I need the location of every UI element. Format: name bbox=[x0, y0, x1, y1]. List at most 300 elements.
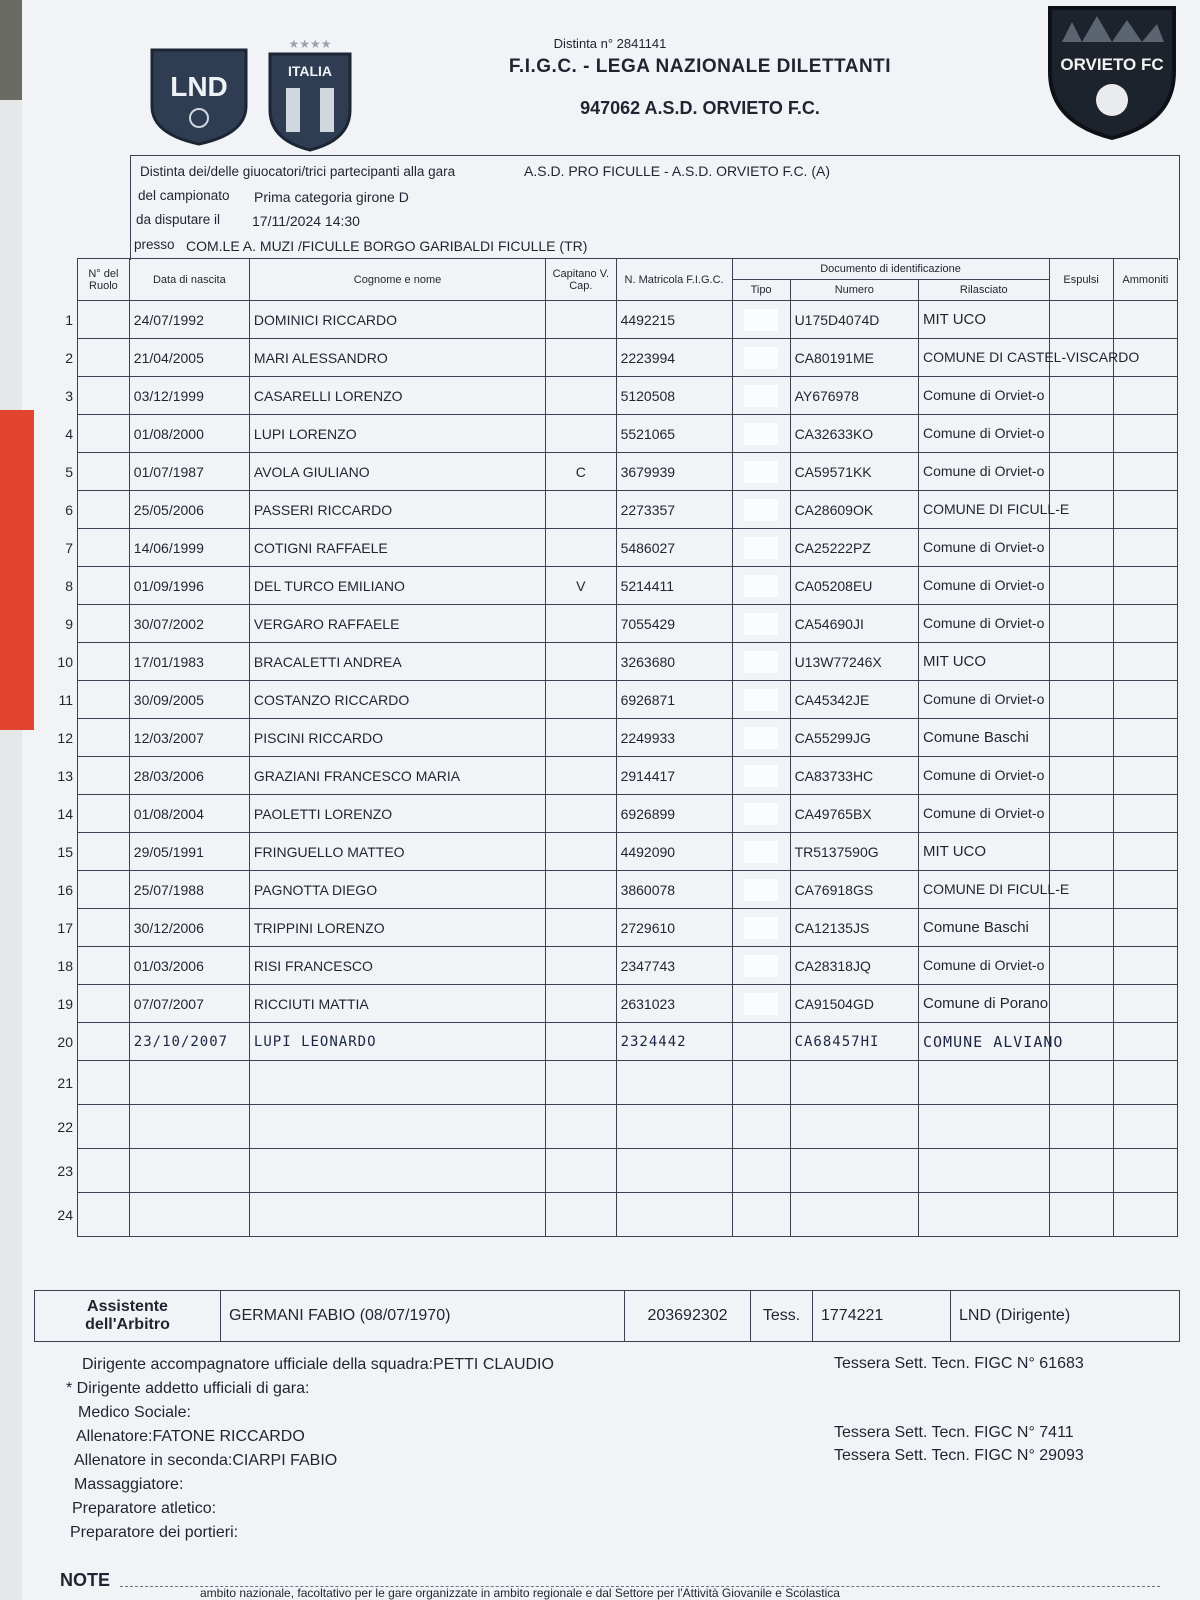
birth-date bbox=[129, 1105, 249, 1149]
redacted-box bbox=[744, 765, 778, 787]
doc-issuer bbox=[918, 1149, 1049, 1193]
player-name: PAOLETTI LORENZO bbox=[249, 795, 545, 833]
player-row bbox=[34, 453, 1178, 491]
doc-type bbox=[732, 1061, 790, 1105]
espulsi-cell bbox=[1049, 1061, 1113, 1105]
player-name: MARI ALESSANDRO bbox=[249, 339, 545, 377]
figc-matricola: 2914417 bbox=[616, 757, 732, 795]
doc-number: CA12135JS bbox=[790, 909, 918, 947]
row-number: 21 bbox=[34, 1061, 78, 1105]
birth-date: 01/08/2004 bbox=[129, 795, 249, 833]
ammoniti-cell bbox=[1113, 605, 1177, 643]
captain-mark bbox=[546, 985, 616, 1023]
doc-number: CA59571KK bbox=[790, 453, 918, 491]
ammoniti-cell bbox=[1113, 1061, 1177, 1105]
doc-issuer: COMUNE ALVIANO bbox=[918, 1023, 1049, 1061]
player-name: GRAZIANI FRANCESCO MARIA bbox=[249, 757, 545, 795]
player-name: LUPI LORENZO bbox=[249, 415, 545, 453]
ruolo-cell bbox=[78, 1149, 130, 1193]
row-number: 20 bbox=[34, 1023, 78, 1061]
ammoniti-cell bbox=[1113, 1193, 1177, 1237]
captain-mark bbox=[546, 909, 616, 947]
redacted-box bbox=[744, 917, 778, 939]
player-row bbox=[34, 795, 1178, 833]
figc-matricola bbox=[616, 1149, 732, 1193]
doc-type bbox=[732, 719, 790, 757]
ruolo-cell bbox=[78, 605, 130, 643]
doc-issuer: Comune di Orviet-o bbox=[918, 453, 1049, 491]
redacted-box bbox=[744, 461, 778, 483]
player-row bbox=[34, 833, 1178, 871]
col-espulsi: Espulsi bbox=[1049, 259, 1113, 301]
player-row bbox=[34, 1023, 1178, 1061]
ammoniti-cell bbox=[1113, 757, 1177, 795]
doc-issuer: COMUNE DI CASTEL-VISCARDO bbox=[918, 339, 1049, 377]
player-name: BRACALETTI ANDREA bbox=[249, 643, 545, 681]
ruolo-cell bbox=[78, 1193, 130, 1237]
row-number: 15 bbox=[34, 833, 78, 871]
doc-issuer: Comune di Orviet-o bbox=[918, 567, 1049, 605]
row-number: 14 bbox=[34, 795, 78, 833]
player-row bbox=[34, 567, 1178, 605]
ruolo-cell bbox=[78, 415, 130, 453]
espulsi-cell bbox=[1049, 1193, 1113, 1237]
background-red-object bbox=[0, 410, 34, 730]
captain-mark bbox=[546, 1149, 616, 1193]
player-name bbox=[249, 1149, 545, 1193]
match-line4-label: presso bbox=[134, 237, 175, 252]
player-row bbox=[34, 757, 1178, 795]
header-spacer bbox=[34, 259, 78, 301]
espulsi-cell bbox=[1049, 605, 1113, 643]
captain-mark: V bbox=[546, 567, 616, 605]
massaggiatore: Massaggiatore: bbox=[74, 1476, 184, 1493]
captain-mark bbox=[546, 529, 616, 567]
preparatore-portieri: Preparatore dei portieri: bbox=[70, 1524, 239, 1541]
doc-issuer: Comune di Orviet-o bbox=[918, 795, 1049, 833]
assistant-label: Assistente dell'Arbitro bbox=[35, 1291, 221, 1341]
match-line1-label: Distinta dei/delle giuocatori/trici partecipanti alla gara bbox=[140, 164, 456, 179]
doc-type bbox=[732, 301, 790, 339]
ruolo-cell bbox=[78, 529, 130, 567]
col-matricola: N. Matricola F.I.G.C. bbox=[616, 259, 732, 301]
birth-date: 21/04/2005 bbox=[129, 339, 249, 377]
birth-date: 01/07/1987 bbox=[129, 453, 249, 491]
figc-matricola: 7055429 bbox=[616, 605, 732, 643]
ammoniti-cell bbox=[1113, 567, 1177, 605]
figc-matricola: 2273357 bbox=[616, 491, 732, 529]
player-row bbox=[34, 909, 1178, 947]
match-line2-label: del campionato bbox=[138, 188, 230, 203]
doc-number bbox=[790, 1105, 918, 1149]
espulsi-cell bbox=[1049, 985, 1113, 1023]
captain-mark bbox=[546, 1023, 616, 1061]
doc-type bbox=[732, 1023, 790, 1061]
doc-type bbox=[732, 377, 790, 415]
redacted-box bbox=[744, 423, 778, 445]
captain-mark bbox=[546, 415, 616, 453]
doc-number: U175D4074D bbox=[790, 301, 918, 339]
player-row bbox=[34, 947, 1178, 985]
doc-issuer: Comune Baschi bbox=[918, 719, 1049, 757]
player-name: FRINGUELLO MATTEO bbox=[249, 833, 545, 871]
player-row bbox=[34, 1193, 1178, 1237]
row-number: 24 bbox=[34, 1193, 78, 1237]
row-number: 2 bbox=[34, 339, 78, 377]
player-name: COTIGNI RAFFAELE bbox=[249, 529, 545, 567]
ruolo-cell bbox=[78, 301, 130, 339]
ammoniti-cell bbox=[1113, 453, 1177, 491]
doc-issuer bbox=[918, 1193, 1049, 1237]
svg-text:ITALIA: ITALIA bbox=[287, 63, 333, 79]
captain-mark bbox=[546, 1061, 616, 1105]
col-rilasciato: Rilasciato bbox=[918, 280, 1049, 301]
ruolo-cell bbox=[78, 681, 130, 719]
doc-type bbox=[732, 339, 790, 377]
figc-matricola: 4492090 bbox=[616, 833, 732, 871]
redacted-box bbox=[744, 651, 778, 673]
doc-number: CA49765BX bbox=[790, 795, 918, 833]
captain-mark bbox=[546, 833, 616, 871]
allenatore-tessera: Tessera Sett. Tecn. FIGC N° 7411 bbox=[834, 1424, 1074, 1441]
player-row bbox=[34, 985, 1178, 1023]
captain-mark bbox=[546, 1105, 616, 1149]
row-number: 4 bbox=[34, 415, 78, 453]
figc-matricola: 2223994 bbox=[616, 339, 732, 377]
doc-number: CA55299JG bbox=[790, 719, 918, 757]
doc-type bbox=[732, 909, 790, 947]
espulsi-cell bbox=[1049, 453, 1113, 491]
doc-type bbox=[732, 947, 790, 985]
redacted-box bbox=[744, 689, 778, 711]
doc-type bbox=[732, 1149, 790, 1193]
espulsi-cell bbox=[1049, 567, 1113, 605]
assistant-matricola: 203692302 bbox=[625, 1291, 751, 1341]
doc-number: TR5137590G bbox=[790, 833, 918, 871]
col-nome: Cognome e nome bbox=[249, 259, 545, 301]
figc-matricola: 5214411 bbox=[616, 567, 732, 605]
captain-mark bbox=[546, 1193, 616, 1237]
ruolo-cell bbox=[78, 833, 130, 871]
captain-mark bbox=[546, 377, 616, 415]
doc-number: CA80191ME bbox=[790, 339, 918, 377]
italia-logo bbox=[266, 36, 354, 152]
doc-number bbox=[790, 1193, 918, 1237]
ammoniti-cell bbox=[1113, 833, 1177, 871]
match-datetime: 17/11/2024 14:30 bbox=[252, 213, 360, 229]
doc-type bbox=[732, 643, 790, 681]
row-number: 10 bbox=[34, 643, 78, 681]
espulsi-cell bbox=[1049, 947, 1113, 985]
doc-type bbox=[732, 1105, 790, 1149]
svg-text:LND: LND bbox=[170, 71, 228, 102]
player-name: AVOLA GIULIANO bbox=[249, 453, 545, 491]
doc-issuer: Comune Baschi bbox=[918, 909, 1049, 947]
player-name: PAGNOTTA DIEGO bbox=[249, 871, 545, 909]
ammoniti-cell bbox=[1113, 947, 1177, 985]
doc-issuer: Comune di Orviet-o bbox=[918, 947, 1049, 985]
player-name: RICCIUTI MATTIA bbox=[249, 985, 545, 1023]
col-numero: Numero bbox=[790, 280, 918, 301]
assistant-name: GERMANI FABIO (08/07/1970) bbox=[221, 1291, 625, 1341]
ruolo-cell bbox=[78, 757, 130, 795]
birth-date: 25/07/1988 bbox=[129, 871, 249, 909]
captain-mark bbox=[546, 339, 616, 377]
figc-matricola: 3263680 bbox=[616, 643, 732, 681]
row-number: 7 bbox=[34, 529, 78, 567]
player-name: PISCINI RICCARDO bbox=[249, 719, 545, 757]
birth-date: 01/08/2000 bbox=[129, 415, 249, 453]
doc-type bbox=[732, 567, 790, 605]
espulsi-cell bbox=[1049, 529, 1113, 567]
assistant-tess-label: Tess. bbox=[751, 1291, 813, 1341]
players-table bbox=[34, 258, 1178, 1237]
captain-mark bbox=[546, 795, 616, 833]
ammoniti-cell bbox=[1113, 871, 1177, 909]
doc-type bbox=[732, 757, 790, 795]
player-name: COSTANZO RICCARDO bbox=[249, 681, 545, 719]
birth-date: 30/12/2006 bbox=[129, 909, 249, 947]
doc-number: CA54690JI bbox=[790, 605, 918, 643]
note-label: NOTE bbox=[60, 1570, 111, 1590]
player-name: PASSERI RICCARDO bbox=[249, 491, 545, 529]
captain-mark bbox=[546, 681, 616, 719]
birth-date: 14/06/1999 bbox=[129, 529, 249, 567]
ruolo-cell bbox=[78, 1061, 130, 1105]
birth-date bbox=[129, 1193, 249, 1237]
row-number: 13 bbox=[34, 757, 78, 795]
row-number: 16 bbox=[34, 871, 78, 909]
figc-matricola: 5521065 bbox=[616, 415, 732, 453]
ruolo-cell bbox=[78, 567, 130, 605]
figc-matricola: 2249933 bbox=[616, 719, 732, 757]
espulsi-cell bbox=[1049, 415, 1113, 453]
redacted-box bbox=[744, 993, 778, 1015]
espulsi-cell bbox=[1049, 909, 1113, 947]
redacted-box bbox=[744, 879, 778, 901]
birth-date: 25/05/2006 bbox=[129, 491, 249, 529]
doc-number: CA28609OK bbox=[790, 491, 918, 529]
figc-matricola: 6926871 bbox=[616, 681, 732, 719]
doc-type bbox=[732, 1193, 790, 1237]
doc-type bbox=[732, 529, 790, 567]
player-name: DOMINICI RICCARDO bbox=[249, 301, 545, 339]
player-row bbox=[34, 301, 1178, 339]
player-row bbox=[34, 1105, 1178, 1149]
doc-number: CA76918GS bbox=[790, 871, 918, 909]
doc-issuer: Comune di Orviet-o bbox=[918, 605, 1049, 643]
figc-matricola bbox=[616, 1105, 732, 1149]
player-row bbox=[34, 415, 1178, 453]
player-name: RISI FRANCESCO bbox=[249, 947, 545, 985]
ruolo-cell bbox=[78, 491, 130, 529]
espulsi-cell bbox=[1049, 1105, 1113, 1149]
doc-issuer: MIT UCO bbox=[918, 301, 1049, 339]
player-name bbox=[249, 1193, 545, 1237]
player-name: LUPI LEONARDO bbox=[249, 1023, 545, 1061]
ammoniti-cell bbox=[1113, 719, 1177, 757]
ruolo-cell bbox=[78, 1023, 130, 1061]
birth-date: 24/07/1992 bbox=[129, 301, 249, 339]
doc-issuer: Comune di Porano bbox=[918, 985, 1049, 1023]
redacted-box bbox=[744, 499, 778, 521]
col-ammoniti: Ammoniti bbox=[1113, 259, 1177, 301]
ammoniti-cell bbox=[1113, 377, 1177, 415]
ruolo-cell bbox=[78, 453, 130, 491]
redacted-box bbox=[744, 727, 778, 749]
col-documento: Documento di identificazione bbox=[732, 259, 1049, 280]
birth-date: 29/05/1991 bbox=[129, 833, 249, 871]
doc-type bbox=[732, 453, 790, 491]
ruolo-cell bbox=[78, 339, 130, 377]
ruolo-cell bbox=[78, 909, 130, 947]
birth-date: 23/10/2007 bbox=[129, 1023, 249, 1061]
captain-mark bbox=[546, 947, 616, 985]
doc-issuer: Comune di Orviet-o bbox=[918, 757, 1049, 795]
doc-issuer: Comune di Orviet-o bbox=[918, 415, 1049, 453]
redacted-box bbox=[744, 803, 778, 825]
ammoniti-cell bbox=[1113, 529, 1177, 567]
player-row bbox=[34, 1061, 1178, 1105]
row-number: 19 bbox=[34, 985, 78, 1023]
ruolo-cell bbox=[78, 377, 130, 415]
espulsi-cell bbox=[1049, 377, 1113, 415]
ruolo-cell bbox=[78, 985, 130, 1023]
figc-matricola: 2631023 bbox=[616, 985, 732, 1023]
dirigente-addetto: * Dirigente addetto ufficiali di gara: bbox=[66, 1380, 310, 1397]
row-number: 23 bbox=[34, 1149, 78, 1193]
doc-type bbox=[732, 491, 790, 529]
redacted-box bbox=[744, 309, 778, 331]
captain-mark: C bbox=[546, 453, 616, 491]
row-number: 22 bbox=[34, 1105, 78, 1149]
birth-date bbox=[129, 1149, 249, 1193]
birth-date: 17/01/1983 bbox=[129, 643, 249, 681]
ruolo-cell bbox=[78, 947, 130, 985]
doc-issuer: Comune di Orviet-o bbox=[918, 529, 1049, 567]
player-name bbox=[249, 1061, 545, 1105]
doc-type bbox=[732, 415, 790, 453]
championship: Prima categoria girone D bbox=[254, 189, 409, 205]
espulsi-cell bbox=[1049, 719, 1113, 757]
assistant-role: LND (Dirigente) bbox=[959, 1307, 1071, 1324]
figc-matricola bbox=[616, 1061, 732, 1105]
doc-number: CA68457HI bbox=[790, 1023, 918, 1061]
ammoniti-cell bbox=[1113, 795, 1177, 833]
medico-sociale: Medico Sociale: bbox=[78, 1404, 191, 1421]
svg-text:★★★★: ★★★★ bbox=[288, 37, 332, 51]
ammoniti-cell bbox=[1113, 1149, 1177, 1193]
ruolo-cell bbox=[78, 643, 130, 681]
orvieto-logo bbox=[1042, 2, 1182, 142]
redacted-box bbox=[744, 537, 778, 559]
captain-mark bbox=[546, 871, 616, 909]
doc-type bbox=[732, 681, 790, 719]
figc-matricola: 4492215 bbox=[616, 301, 732, 339]
espulsi-cell bbox=[1049, 833, 1113, 871]
birth-date: 28/03/2006 bbox=[129, 757, 249, 795]
doc-number: AY676978 bbox=[790, 377, 918, 415]
redacted-box bbox=[744, 841, 778, 863]
captain-mark bbox=[546, 491, 616, 529]
captain-mark bbox=[546, 301, 616, 339]
ruolo-cell bbox=[78, 719, 130, 757]
figc-matricola: 5120508 bbox=[616, 377, 732, 415]
doc-number: U13W77246X bbox=[790, 643, 918, 681]
redacted-box bbox=[744, 347, 778, 369]
ammoniti-cell bbox=[1113, 491, 1177, 529]
doc-number: CA28318JQ bbox=[790, 947, 918, 985]
federation-title: F.I.G.C. - LEGA NAZIONALE DILETTANTI bbox=[508, 56, 892, 77]
ruolo-cell bbox=[78, 1105, 130, 1149]
footer-text: ambito nazionale, facoltativo per le gare organizzate in ambito regionale e dal Settore per l'Attività Giovanile e Scolastica bbox=[200, 1586, 840, 1600]
row-number: 3 bbox=[34, 377, 78, 415]
birth-date: 03/12/1999 bbox=[129, 377, 249, 415]
ammoniti-cell bbox=[1113, 1105, 1177, 1149]
espulsi-cell bbox=[1049, 643, 1113, 681]
figc-matricola bbox=[616, 1193, 732, 1237]
player-name: CASARELLI LORENZO bbox=[249, 377, 545, 415]
doc-type bbox=[732, 795, 790, 833]
espulsi-cell bbox=[1049, 681, 1113, 719]
figc-matricola: 6926899 bbox=[616, 795, 732, 833]
row-number: 17 bbox=[34, 909, 78, 947]
seconda-tessera: Tessera Sett. Tecn. FIGC N° 29093 bbox=[834, 1447, 1084, 1464]
match-venue: COM.LE A. MUZI /FICULLE BORGO GARIBALDI FICULLE (TR) bbox=[186, 238, 588, 254]
espulsi-cell bbox=[1049, 1149, 1113, 1193]
player-row bbox=[34, 719, 1178, 757]
doc-issuer: MIT UCO bbox=[918, 643, 1049, 681]
player-row bbox=[34, 491, 1178, 529]
ammoniti-cell bbox=[1113, 301, 1177, 339]
allenatore-seconda: Allenatore in seconda:CIARPI FABIO bbox=[74, 1452, 338, 1469]
espulsi-cell bbox=[1049, 757, 1113, 795]
doc-issuer bbox=[918, 1061, 1049, 1105]
doc-type bbox=[732, 605, 790, 643]
col-nascita: Data di nascita bbox=[129, 259, 249, 301]
match-line3-label: da disputare il bbox=[136, 212, 221, 227]
figc-matricola: 2324442 bbox=[616, 1023, 732, 1061]
col-ruolo: N° del Ruolo bbox=[78, 259, 130, 301]
dirigente-tessera: Tessera Sett. Tecn. FIGC N° 61683 bbox=[834, 1355, 1084, 1372]
ammoniti-cell bbox=[1113, 643, 1177, 681]
redacted-box bbox=[744, 955, 778, 977]
allenatore: Allenatore:FATONE RICCARDO bbox=[76, 1428, 305, 1445]
distinta-number: Distinta n° 2841141 bbox=[553, 36, 667, 51]
player-name: DEL TURCO EMILIANO bbox=[249, 567, 545, 605]
player-name bbox=[249, 1105, 545, 1149]
doc-number bbox=[790, 1061, 918, 1105]
player-name: VERGARO RAFFAELE bbox=[249, 605, 545, 643]
doc-number: CA45342JE bbox=[790, 681, 918, 719]
assistant-referee-row bbox=[34, 1290, 1180, 1342]
player-row bbox=[34, 605, 1178, 643]
figc-matricola: 3679939 bbox=[616, 453, 732, 491]
redacted-box bbox=[744, 613, 778, 635]
player-row bbox=[34, 529, 1178, 567]
player-row bbox=[34, 643, 1178, 681]
doc-issuer: Comune di Orviet-o bbox=[918, 681, 1049, 719]
row-number: 6 bbox=[34, 491, 78, 529]
player-row bbox=[34, 871, 1178, 909]
player-name: TRIPPINI LORENZO bbox=[249, 909, 545, 947]
preparatore-atletico: Preparatore atletico: bbox=[72, 1500, 217, 1517]
doc-number: CA91504GD bbox=[790, 985, 918, 1023]
birth-date: 30/09/2005 bbox=[129, 681, 249, 719]
paper-edge bbox=[0, 100, 22, 1600]
captain-mark bbox=[546, 719, 616, 757]
doc-number: CA83733HC bbox=[790, 757, 918, 795]
